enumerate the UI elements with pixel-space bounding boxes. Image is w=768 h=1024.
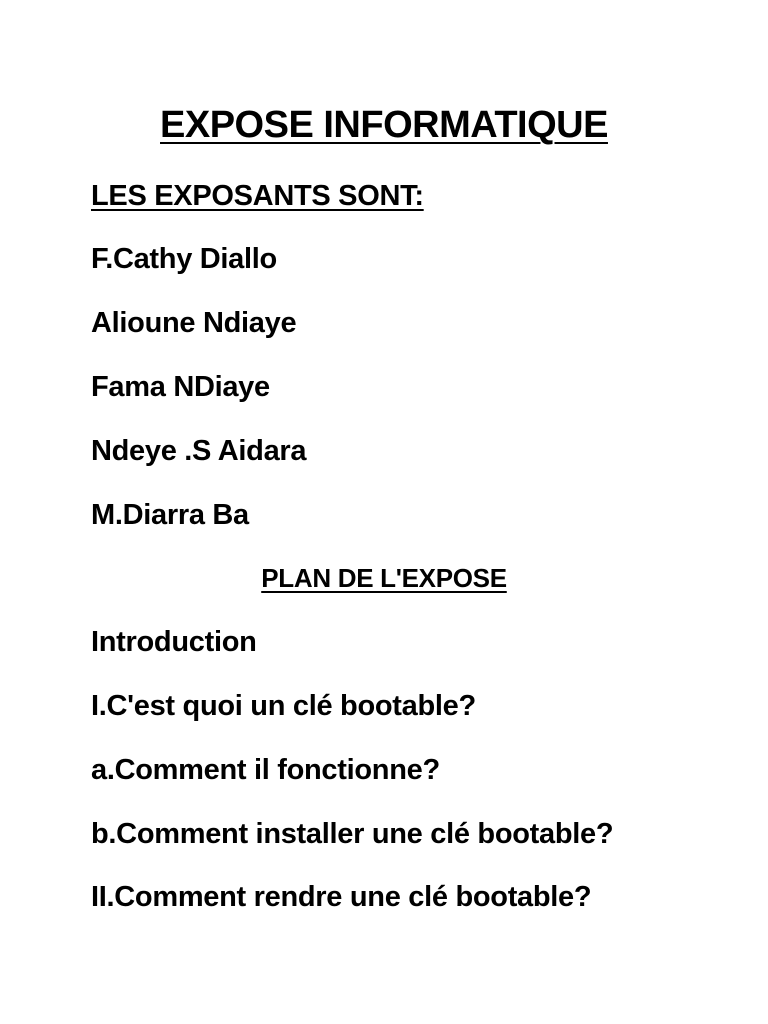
plan-item: a.Comment il fonctionne? xyxy=(91,754,440,786)
document-title: EXPOSE INFORMATIQUE xyxy=(160,104,608,146)
presenter-name: Fama NDiaye xyxy=(91,371,270,403)
plan-item: Introduction xyxy=(91,626,257,658)
presenter-name: Ndeye .S Aidara xyxy=(91,435,307,467)
plan-heading: PLAN DE L'EXPOSE xyxy=(261,563,507,593)
presenter-name: F.Cathy Diallo xyxy=(91,243,277,275)
plan-item: I.C'est quoi un clé bootable? xyxy=(91,690,476,722)
presenter-name: M.Diarra Ba xyxy=(91,499,249,531)
plan-item: II.Comment rendre une clé bootable? xyxy=(91,881,592,913)
presenters-heading: LES EXPOSANTS SONT: xyxy=(91,180,424,212)
plan-item: b.Comment installer une clé bootable? xyxy=(91,818,614,850)
presenter-name: Alioune Ndiaye xyxy=(91,307,297,339)
